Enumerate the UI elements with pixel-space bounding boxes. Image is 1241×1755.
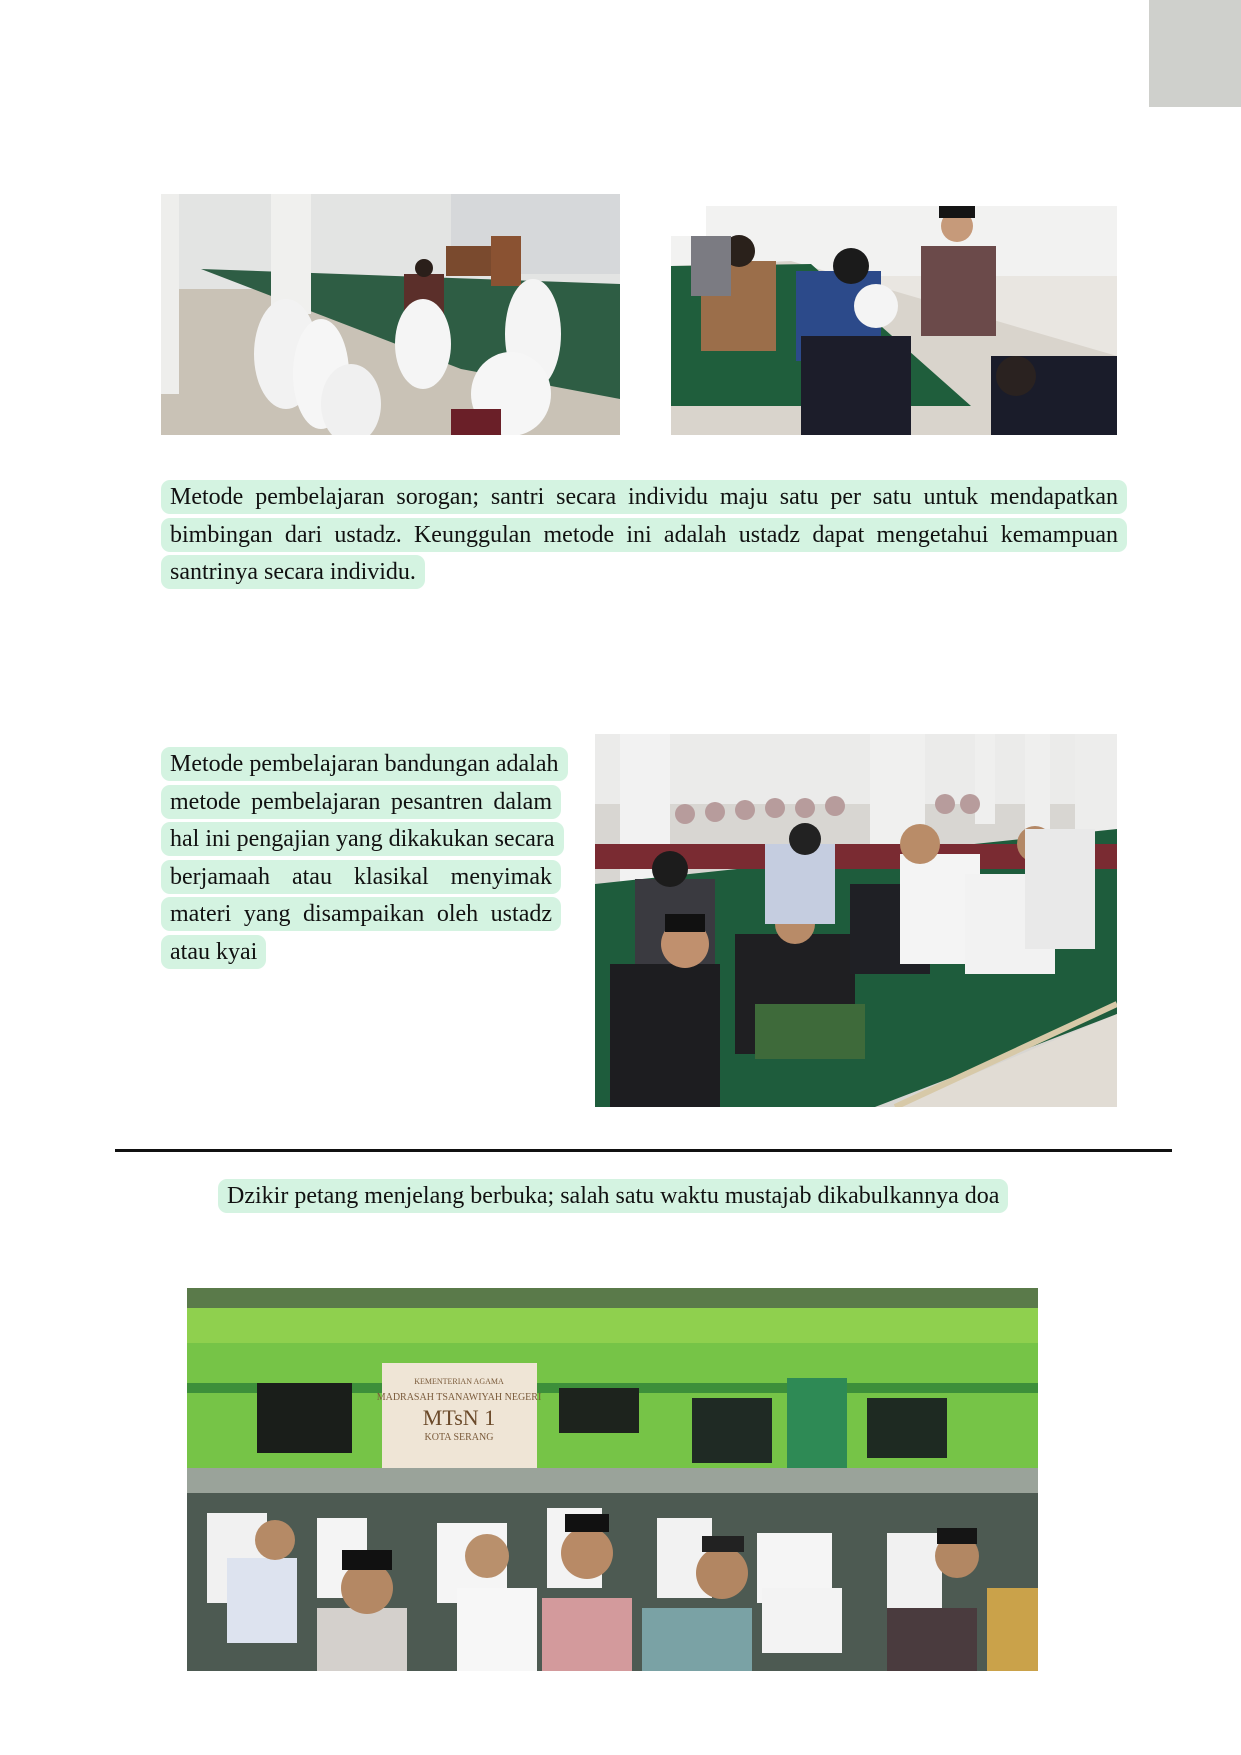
caption-bandungan xyxy=(161,746,561,971)
banner-line4: KOTA SERANG xyxy=(424,1432,494,1443)
photo-sorogan-girls xyxy=(161,194,620,435)
caption-sorogan-text: Metode pembelajaran sorogan; santri secara individu maju satu per satu untuk mendapatkan bimbingan dari ustadz. Keunggulan metode ini adalah ustadz dapat mengetahui kemampuan santrinya secara individu. xyxy=(161,480,1127,589)
photo-sorogan-boys xyxy=(671,206,1117,435)
banner-line3: MTsN 1 xyxy=(422,1405,496,1430)
section-divider xyxy=(115,1149,1172,1152)
caption-dzikir-text: Dzikir petang menjelang berbuka; salah satu waktu mustajab dikabulkannya doa xyxy=(218,1179,1008,1213)
page-corner-tab xyxy=(1149,0,1241,107)
caption-sorogan xyxy=(161,479,1127,592)
photo-bandungan-class xyxy=(595,734,1117,1107)
caption-dzikir xyxy=(218,1178,1066,1216)
banner-line1: KEMENTERIAN AGAMA xyxy=(414,1377,504,1386)
banner-line2: MADRASAH TSANAWIYAH NEGERI xyxy=(376,1392,542,1403)
caption-bandungan-text: Metode pembelajaran bandungan adalah metode pembelajaran pesantren dalam hal ini pengajian yang dikakukan secara berjamaah atau klasikal menyimak materi yang disampaikan oleh ustadz atau kyai xyxy=(161,747,568,969)
photo-school-courtyard xyxy=(187,1288,1038,1671)
